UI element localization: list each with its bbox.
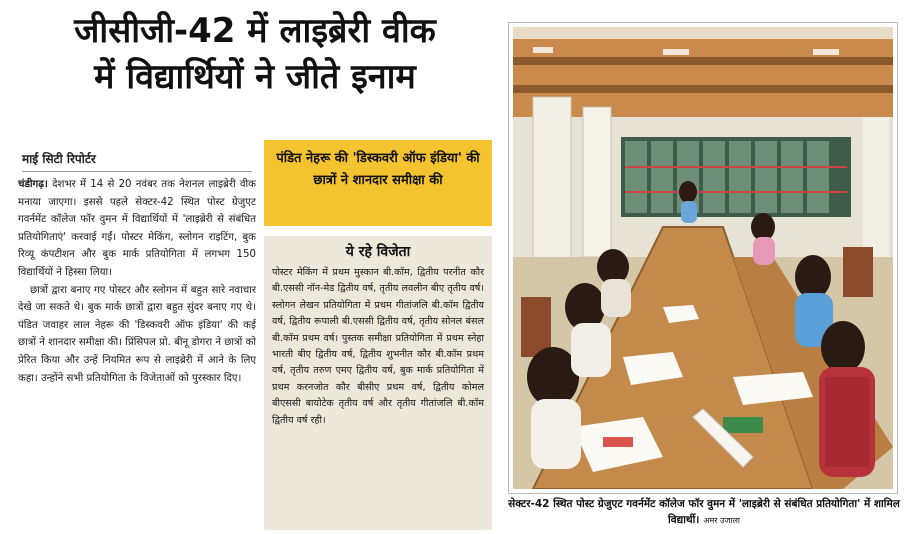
article-paragraph: छात्रों द्वारा बनाए गए पोस्टर और स्लोगन में बहुत सारे नवाचार देखे जा सकते थे। बुक मार्क छात्रों द्वारा बहुत सुंदर बनाए गए थे। पंडित जवाहर लाल नेहरू की 'डिस्कवरी ऑफ इंडिया' की कई छात्रों ने शानदार समीक्षा की। प्रिंसिपल प्रो. बीनू डोगरा ने छात्रों को प्रेरित किया और उन्हें नियमित रूप से लाइब्रेरी में आने के लिए कहा। उन्होंने सभी प्रतियोगिता के विजेताओं को पुरस्कार दिए। [18, 284, 256, 384]
library-photo [513, 27, 893, 489]
photo-caption [508, 496, 900, 529]
headline-line-1: जीसीजी-42 में लाइब्रेरी वीक [74, 11, 436, 51]
library-scene-illustration [513, 27, 893, 489]
headline [12, 8, 498, 100]
article-body [18, 176, 256, 530]
pull-quote: पंडित नेहरू की 'डिस्कवरी ऑफ इंडिया' की छात्रों ने शानदार समीक्षा की [264, 140, 492, 226]
article-paragraph [18, 176, 256, 282]
winners-box [264, 236, 492, 530]
photo-caption-text: सेक्टर-42 स्थित पोस्ट ग्रेजुएट गवर्नमेंट कॉलेज फॉर वुमन में 'लाइब्रेरी से संबंधित प्रतियोगिता' में शामिल विद्यार्थी। [508, 498, 900, 526]
photo-credit: अमर उजाला [703, 516, 740, 525]
winners-title: ये रहे विजेता [345, 244, 411, 260]
article-paragraph-text: देशभर में 14 से 20 नवंबर तक नेशनल लाइब्रेरी वीक मनाया जाएगा। इससे पहले सेक्टर-42 स्थित पोस्ट ग्रेजुएट गवर्नमेंट कॉलेज फॉर वुमन में विद्यार्थियों में 'लाइब्रेरी से संबंधित प्रतियोगिताएं' करवाई गईं। पोस्टर मेकिंग, स्लोगन राइटिंग, बुक रिव्यू कंपटीशन और बुक मार्क प्रतियोगिता में लगभग 150 विद्यार्थियों ने हिस्सा लिया। [18, 179, 256, 278]
photo-frame [508, 22, 898, 494]
byline: माई सिटी रिपोर्टर [22, 150, 252, 172]
winners-text: पोस्टर मेकिंग में प्रथम मुस्कान बी.कॉम, द्वितीय परनीत कौर बी.एससी नॉन-मेड द्वितीय वर्ष, तृतीय लवलीन बीए तृतीय वर्ष। स्लोगन लेखन प्रतियोगिता में प्रथम गीतांजलि बी.कॉम द्वितीय वर्ष, द्वितीय रूपाली बी.एससी द्वितीय वर्ष, तृतीय सोनल बंसल बी.कॉम प्रथम वर्ष। पुस्तक समीक्षा प्रतियोगिता में प्रथम स्नेहा भारती बीए द्वितीय वर्ष, द्वितीय शुभनीत कौर बी.कॉम प्रथम वर्ष, तृतीय तरुण एमए द्वितीय वर्ष, बुक मार्क प्रतियोगिता में प्रथम करनजोत कौर बीसीए प्रथम वर्ष, द्वितीय कोमल बीएससी बायोटेक तृतीय वर्ष और तृतीय गीतांजलि बी.कॉम द्वितीय वर्ष रही। [272, 267, 484, 426]
dateline: चंडीगढ़। [18, 179, 48, 190]
headline-line-2: में विद्यार्थियों ने जीते इनाम [94, 57, 416, 97]
